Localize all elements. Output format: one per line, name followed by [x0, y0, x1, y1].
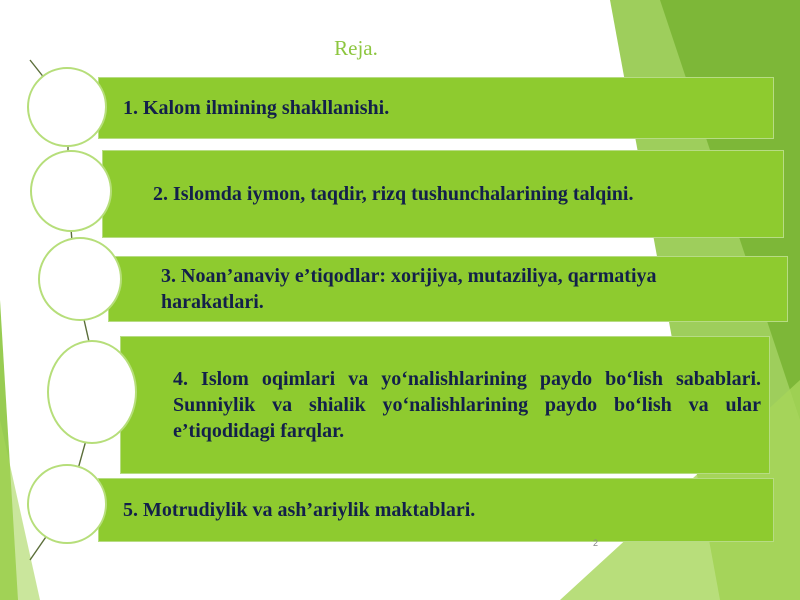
item-circle-marker [38, 237, 122, 321]
item-circle-marker [47, 340, 137, 444]
list-item-text: 5. Motrudiylik va ash’ariylik maktablari. [123, 499, 476, 521]
list-item [98, 77, 774, 139]
slide-title: Reja. [334, 36, 378, 60]
list-item-text: 3. Noan’anaviy e’tiqodlar: xorijiya, mutaziliya, qarmatiya harakatlari. [161, 265, 657, 313]
page-number: 2 [593, 538, 599, 548]
list-item-text: 4. Islom oqimlari va yo‘nalishlarining paydo bo‘lish sabablari. Sunniylik va shialik yo‘nalishlarining paydo bo‘lish va ular e’tiqodidagi farqlar. [173, 368, 761, 442]
list-item [108, 256, 788, 322]
list-item [120, 336, 770, 474]
item-circle-marker [27, 67, 107, 147]
list-item-text: 1. Kalom ilmining shakllanishi. [123, 97, 390, 119]
list-item-text: 2. Islomda iymon, taqdir, rizq tushunchalarining talqini. [153, 183, 634, 205]
list-item [102, 150, 784, 238]
list-item [98, 478, 774, 542]
item-circle-marker [27, 464, 107, 544]
item-circle-marker [30, 150, 112, 232]
